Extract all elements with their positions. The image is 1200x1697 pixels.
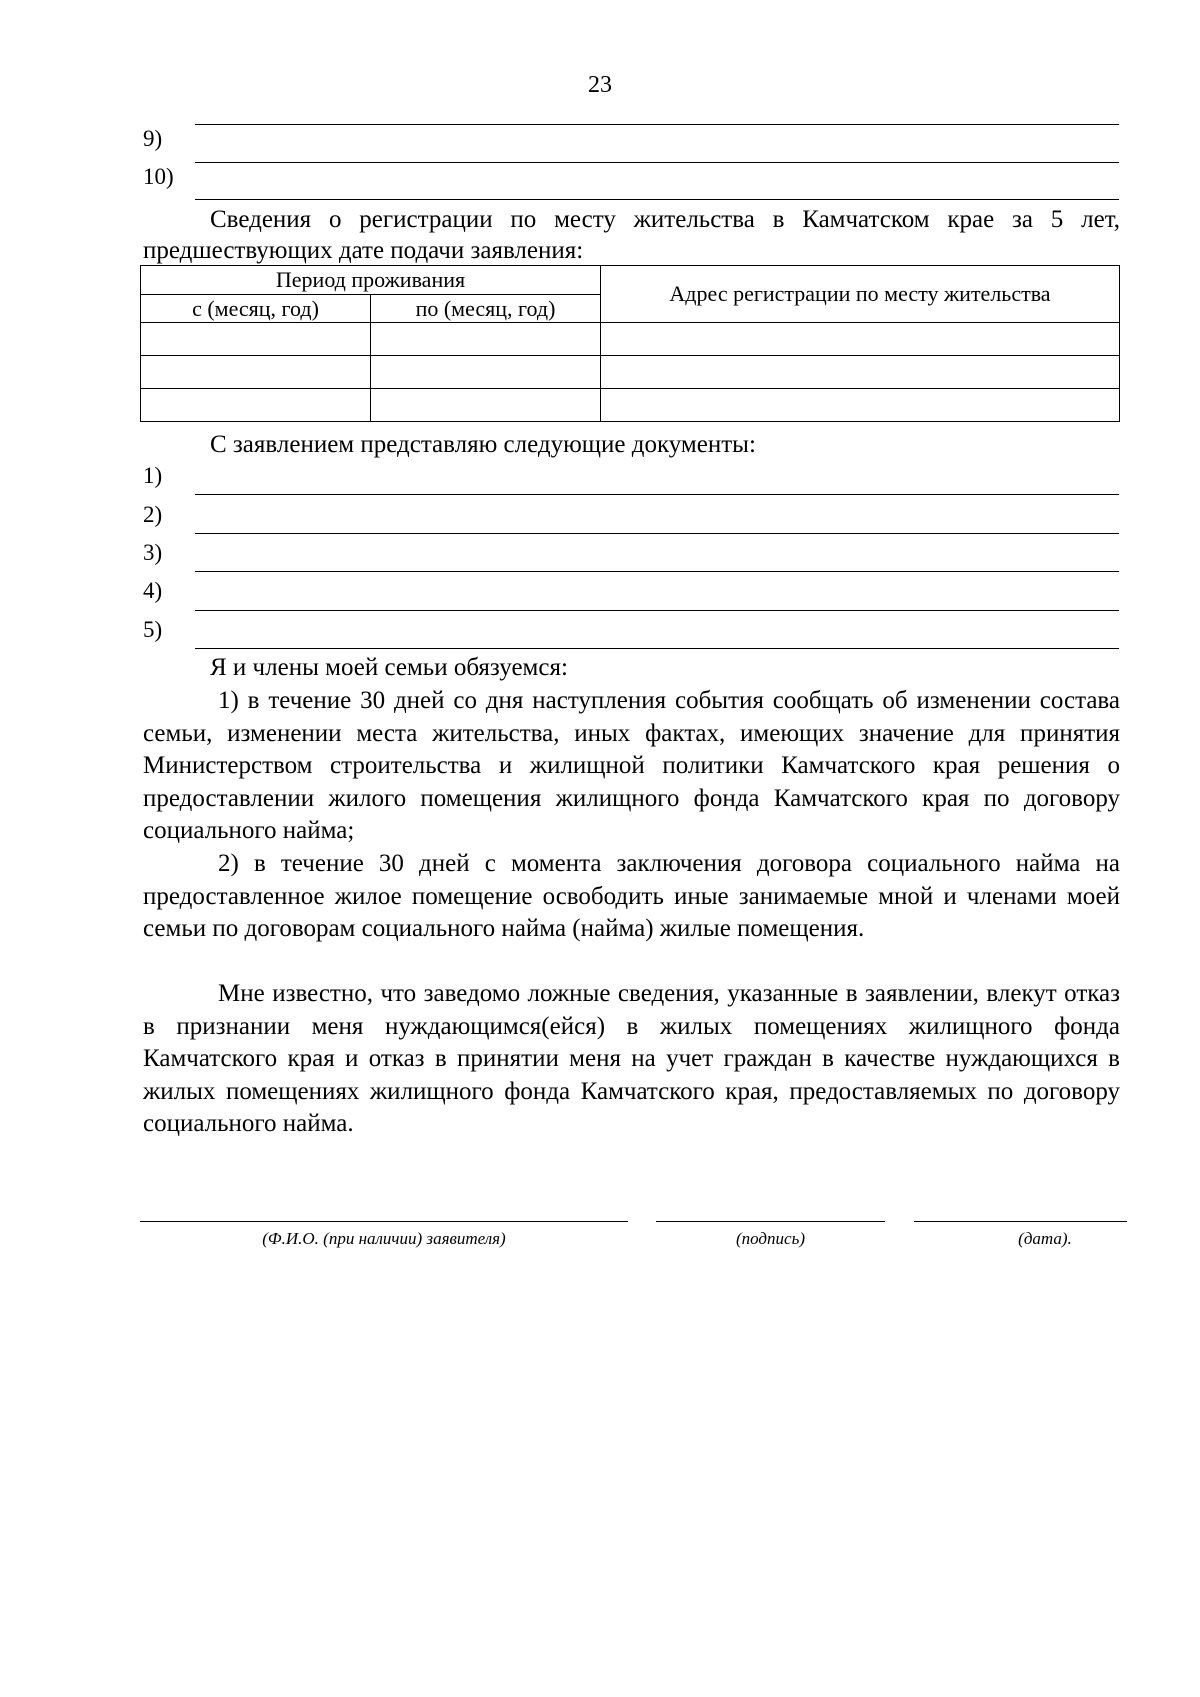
registration-intro: Сведения о регистрации по месту жительства в Камчатском крае за 5 лет, предшествующих дате подачи заявления: bbox=[143, 206, 1120, 264]
table-row bbox=[141, 389, 1120, 422]
date-signature-line[interactable] bbox=[914, 1221, 1127, 1222]
documents-intro: С заявлением представляю следующие документы: bbox=[210, 431, 756, 458]
name-caption: (Ф.И.О. (при наличии) заявителя) bbox=[262, 1229, 506, 1248]
table-row bbox=[141, 356, 1120, 389]
registration-table bbox=[140, 265, 1120, 422]
table-cell-address[interactable] bbox=[601, 389, 1120, 422]
table-cell-address[interactable] bbox=[601, 323, 1120, 356]
document-number-1: 1) bbox=[143, 463, 163, 488]
table-row bbox=[141, 323, 1120, 356]
fill-line-10[interactable] bbox=[195, 162, 1119, 163]
obligation-item-2: 2) в течение 30 дней с момента заключения договора социального найма на предоставленное жилое помещение освободить иные занимаемые мной и членами моей семьи по договорам социального найма (найма) жилые помещения. bbox=[143, 850, 1120, 942]
document-line-1[interactable] bbox=[195, 494, 1119, 495]
sign-signature-line[interactable] bbox=[656, 1221, 885, 1222]
table-cell-from[interactable] bbox=[141, 389, 371, 422]
page-number: 23 bbox=[588, 72, 612, 98]
date-caption: (дата). bbox=[1018, 1229, 1072, 1248]
to-header: по (месяц, год) bbox=[371, 295, 601, 323]
fill-line-9[interactable] bbox=[195, 124, 1119, 125]
list-number-10: 10) bbox=[143, 164, 174, 189]
table-cell-from[interactable] bbox=[141, 356, 371, 389]
document-number-2: 2) bbox=[143, 502, 163, 527]
warning-paragraph: Мне известно, что заведомо ложные сведения, указанные в заявлении, влекут отказ в признании меня нуждающимся(ейся) в жилых помещениях жилищного фонда Камчатского края и отказ в принятии меня на учет граждан в качестве нуждающихся в жилых помещениях жилищного фонда Камчатского края, предоставляемых по договору социального найма. bbox=[143, 980, 1120, 1137]
document-line-2[interactable] bbox=[195, 533, 1119, 534]
obligations-intro: Я и члены моей семьи обязуемся: bbox=[210, 654, 568, 681]
fill-line-10-end bbox=[195, 199, 1119, 200]
document-line-3[interactable] bbox=[195, 571, 1119, 572]
obligation-item-1: 1) в течение 30 дней со дня наступления события сообщать об изменении состава семьи, изменении места жительства, иных фактах, имеющих значение для принятия Министерством строительства и жилищной политики Камчатского края решения о предоставлении жилого помещения жилищного фонда Камчатского края по договору социального найма; bbox=[143, 687, 1120, 844]
document-line-4[interactable] bbox=[195, 610, 1119, 611]
table-cell-from[interactable] bbox=[141, 323, 371, 356]
name-signature-line[interactable] bbox=[140, 1221, 628, 1222]
table-cell-address[interactable] bbox=[601, 356, 1120, 389]
table-cell-to[interactable] bbox=[371, 356, 601, 389]
address-header: Адрес регистрации по месту жительства bbox=[601, 266, 1120, 323]
list-number-9: 9) bbox=[143, 126, 163, 151]
document-line-5[interactable] bbox=[195, 648, 1119, 649]
document-number-5: 5) bbox=[143, 617, 163, 642]
document-number-4: 4) bbox=[143, 578, 163, 603]
table-cell-to[interactable] bbox=[371, 389, 601, 422]
document-number-3: 3) bbox=[143, 540, 163, 565]
sign-caption: (подпись) bbox=[736, 1229, 805, 1248]
table-cell-to[interactable] bbox=[371, 323, 601, 356]
period-header: Период проживания bbox=[141, 266, 601, 295]
from-header: с (месяц, год) bbox=[141, 295, 371, 323]
